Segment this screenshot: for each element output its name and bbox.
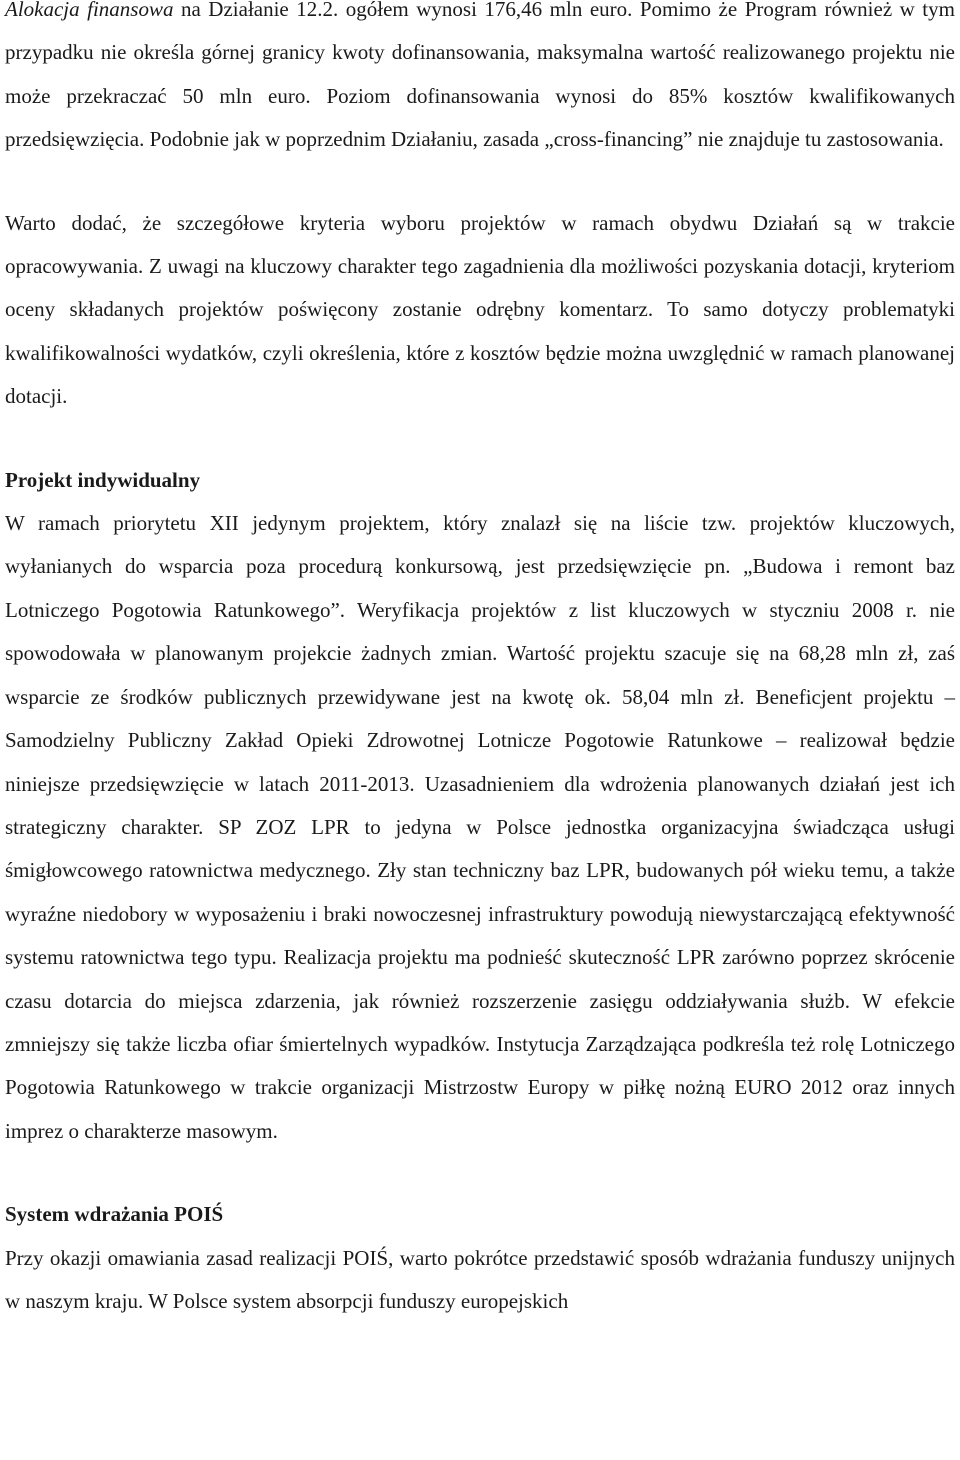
paragraph-gap (5, 1153, 955, 1193)
paragraph-gap (5, 419, 955, 459)
paragraph-text: na Działanie 12.2. ogółem wynosi 176,46 mln euro. Pomimo że Program również w tym przypadku nie określa górnej granicy kwoty dofinansowania, maksymalna wartość realizowanego projektu nie może przekraczać 50 mln euro. Poziom dofinansowania wynosi do 85% kosztów kwalifikowanych przedsięwzięcia. Podobnie jak w poprzednim Działaniu, zasada „cross-financing” nie znajduje tu zastosowania. (5, 0, 955, 152)
section-heading-implementation-system: System wdrażania POIŚ (5, 1202, 224, 1227)
paragraph-allocation (5, 0, 955, 162)
paragraph-implementation-system: Przy okazji omawiania zasad realizacji POIŚ, warto pokrótce przedstawić sposób wdrażania funduszy unijnych w naszym kraju. W Polsce system absorpcji funduszy europejskich (5, 1245, 955, 1313)
paragraph-individual-project: W ramach priorytetu XII jedynym projektem, który znalazł się na liście tzw. projektów kluczowych, wyłanianych do wsparcia poza procedurą konkursową, jest przedsięwzięcie pn. „Budowa i remont baz Lotniczego Pogotowia Ratunkowego”. Weryfikacja projektów z list kluczowych w styczniu 2008 r. nie spowodowała w planowanym projekcie żadnych zmian. Wartość projektu szacuje się na 68,28 mln zł, zaś wsparcie ze środków publicznych przewidywane jest na kwotę ok. 58,04 mln zł. Beneficjent projektu – Samodzielny Publiczny Zakład Opieki Zdrowotnej Lotnicze Pogotowie Ratunkowe – realizował będzie niniejsze przedsięwzięcie w latach 2011-2013. Uzasadnieniem dla wdrożenia planowanych działań jest ich strategiczny charakter. SP ZOZ LPR to jedyna w Polsce jednostka organizacyjna świadcząca usługi śmigłowcowego ratownictwa medycznego. Zły stan techniczny baz LPR, budowanych pół wieku temu, a także wyraźne niedobory w wyposażeniu i braki nowoczesnej infrastruktury powodują niewystarczającą efektywność systemu ratownictwa tego typu. Realizacja projektu ma podnieść skuteczność LPR zarówno poprzez skrócenie czasu dotarcia do miejsca zdarzenia, jak również rozszerzenie zasięgu oddziaływania służb. W efekcie zmniejszy się także liczba ofiar śmiertelnych wypadków. Instytucja Zarządzająca podkreśla też rolę Lotniczego Pogotowia Ratunkowego w trakcie organizacji Mistrzostw Europy w piłkę nożną EURO 2012 oraz innych imprez o charakterze masowym. (5, 511, 955, 1143)
section-heading-individual-project: Projekt indywidualny (5, 467, 201, 492)
paragraph-criteria: Warto dodać, że szczegółowe kryteria wyboru projektów w ramach obydwu Działań są w trakcie opracowywania. Z uwagi na kluczowy charakter tego zagadnienia dla możliwości pozyskania dotacji, kryteriom oceny składanych projektów poświęcony zostanie odrębny komentarz. To samo dotyczy problematyki kwalifikowalności wydatków, czyli określenia, które z kosztów będzie można uwzględnić w ramach planowanej dotacji. (5, 210, 955, 409)
italic-term: Alokacja finansowa (5, 0, 174, 21)
paragraph-gap (5, 162, 955, 202)
document-page (5, 0, 955, 1323)
